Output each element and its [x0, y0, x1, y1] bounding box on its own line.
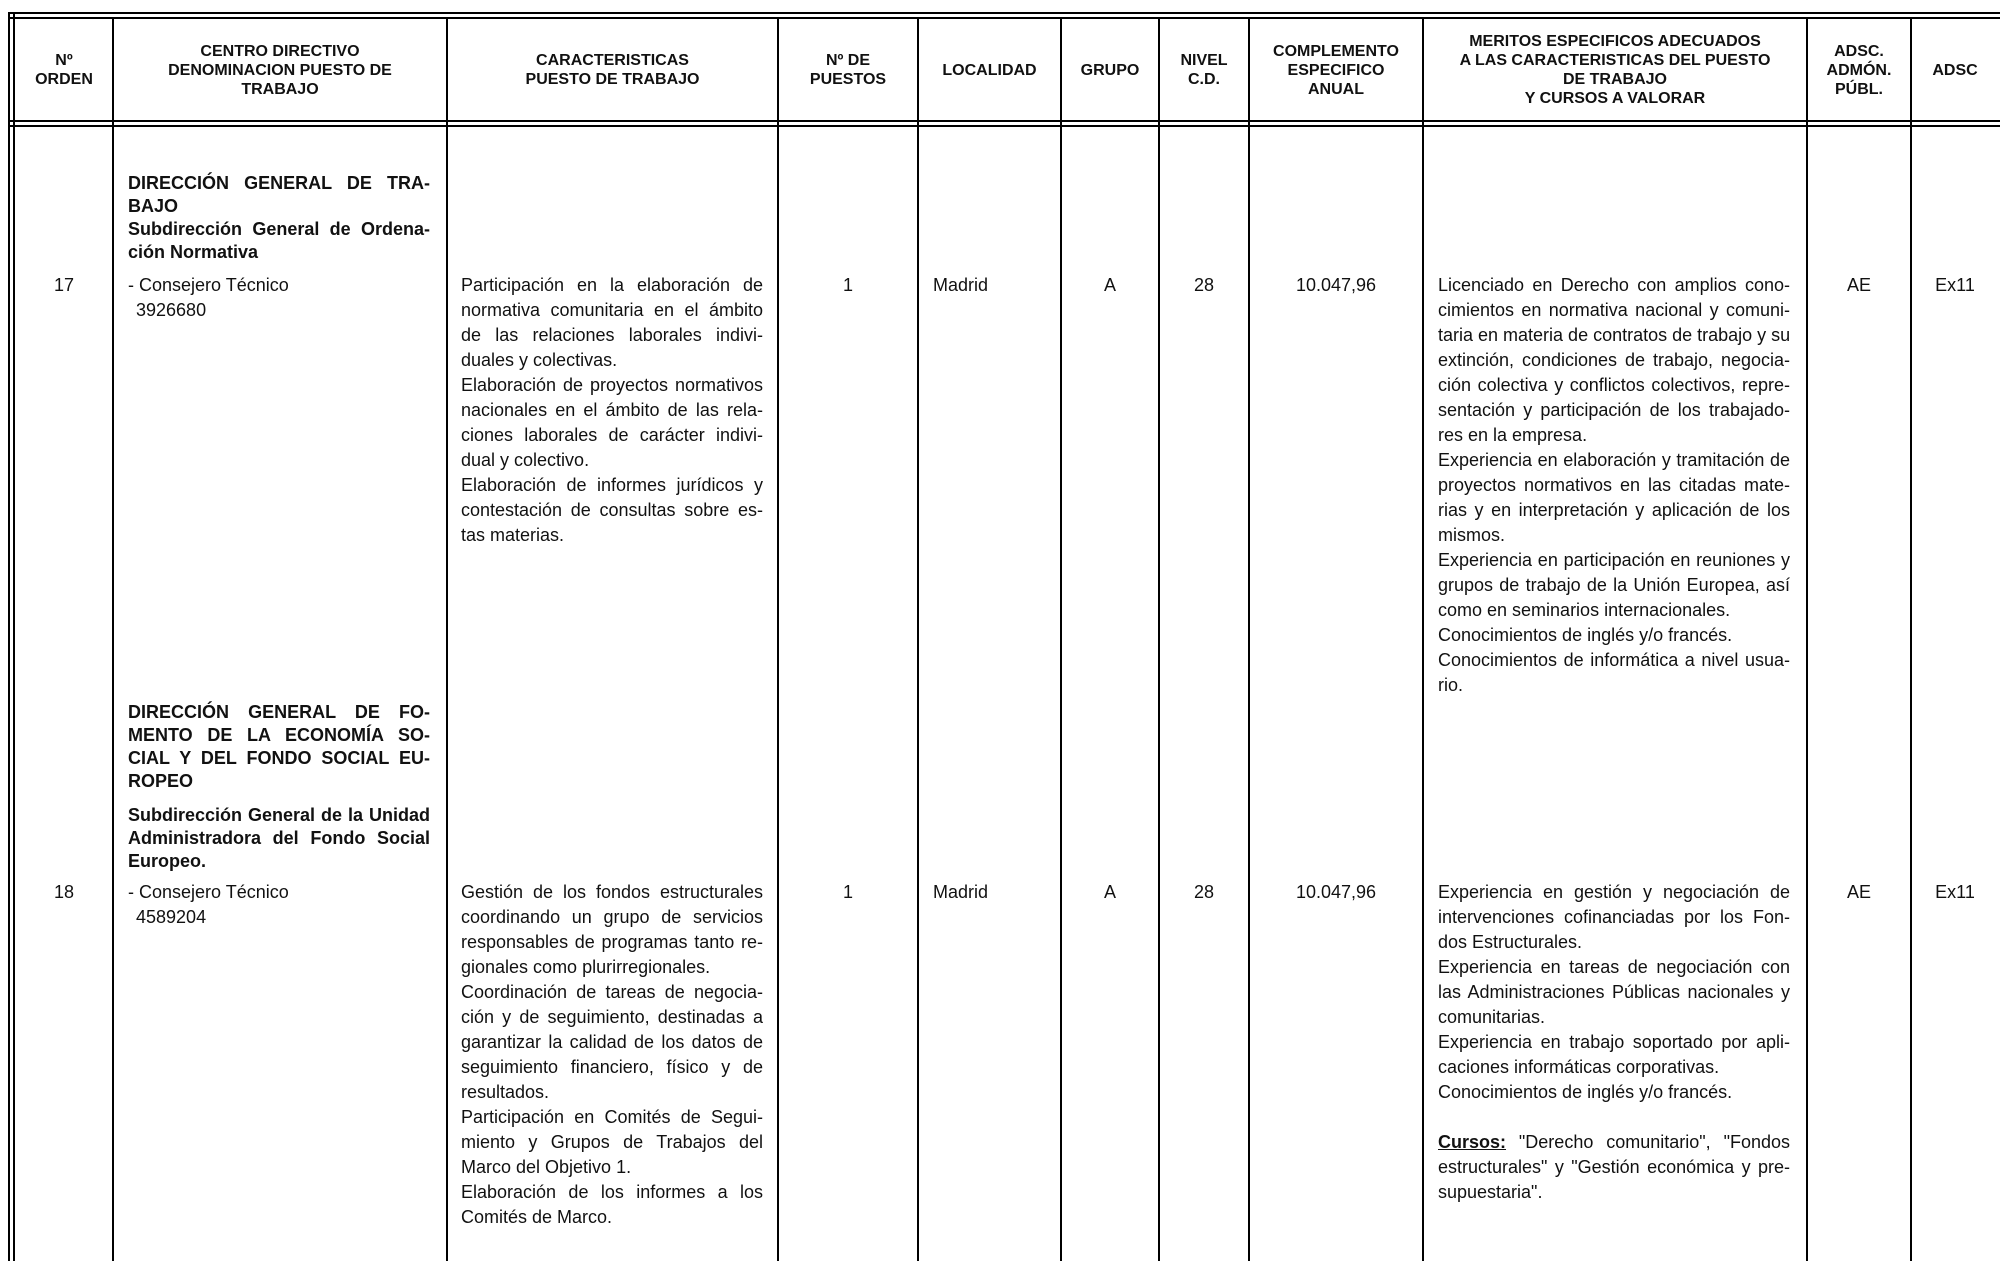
text-line: Elaboración de informes jurídicos y: [461, 475, 763, 495]
centro-line: DIRECCIÓN GENERAL DE TRA-: [128, 173, 430, 193]
meritos-text: [1438, 880, 1790, 1205]
puesto-codigo: 4589204: [136, 907, 207, 927]
text-line: seguimiento financiero, físico y de: [461, 1057, 763, 1077]
header-meritos: MERITOS ESPECIFICOS ADECUADOS A LAS CARACTERISTICAS DEL PUESTO DE TRABAJO Y CURSOS A VALORAR: [1459, 33, 1771, 107]
col-divider-grupo: [1158, 17, 1160, 1261]
text-line: Licenciado en Derecho con amplios cono-: [1438, 275, 1790, 295]
cursos-label: Cursos:: [1438, 1132, 1507, 1152]
text-line: ción colectiva y conflictos colectivos, repre-: [1438, 375, 1790, 395]
text-line: Participación en la elaboración de: [461, 275, 763, 295]
text-line: contestación de consultas sobre es-: [461, 500, 763, 520]
text-line: duales y colectivas.: [461, 350, 618, 370]
text-line: extinción, condiciones de trabajo, negocia-: [1438, 350, 1790, 370]
col-divider-localidad: [1060, 17, 1062, 1261]
header-rule-2: [8, 125, 2000, 127]
header-num-puestos: Nº DE PUESTOS: [809, 52, 887, 88]
subdir-line: Administradora del Fondo Social: [128, 828, 430, 848]
centro-line: MENTO DE LA ECONOMÍA SO-: [128, 725, 430, 745]
puesto-codigo: 3926680: [136, 300, 207, 320]
text-line: caciones informáticas corporativas.: [1438, 1057, 1720, 1077]
text-line: tas materias.: [461, 525, 565, 545]
nivel: 28: [1193, 275, 1215, 295]
centro-directivo: [128, 172, 430, 218]
header-localidad: LOCALIDAD: [942, 61, 1037, 79]
centro-line: CIAL Y DEL FONDO SOCIAL EU-: [128, 748, 430, 768]
text-line: garantizar la calidad de los datos de: [461, 1032, 763, 1052]
subdireccion: [128, 804, 430, 873]
text-line: grupos de trabajo de la Unión Europea, así: [1438, 575, 1790, 595]
text-line: Experiencia en elaboración y tramitación de: [1438, 450, 1790, 470]
header-complemento: COMPLEMENTO ESPECIFICO ANUAL: [1273, 42, 1399, 98]
col-divider-adsc-admon: [1910, 17, 1912, 1261]
text-line: Experiencia en gestión y negociación de: [1438, 882, 1790, 902]
grupo: A: [1103, 882, 1116, 902]
text-line: gionales como plurirregionales.: [461, 957, 711, 977]
text-line: Experiencia en trabajo soportado por apli-: [1438, 1032, 1790, 1052]
subdir-line: Subdirección General de Ordena-: [128, 219, 430, 239]
num-puestos: 1: [842, 275, 853, 295]
grupo: A: [1103, 275, 1116, 295]
header-adsc: ADSC: [1932, 61, 1978, 79]
text-line: Experiencia en tareas de negociación con: [1438, 957, 1790, 977]
nivel: 28: [1193, 882, 1215, 902]
text-line: Coordinación de tareas de negocia-: [461, 982, 763, 1002]
complemento-especifico: 10.047,96: [1295, 275, 1377, 295]
header-rule-1: [8, 120, 2000, 122]
text-line: cimientos en normativa nacional y comuni-: [1438, 300, 1790, 320]
row-orden: 18: [53, 882, 75, 902]
cursos-line: [1438, 1130, 1790, 1155]
text-line: sentación y participación de los trabajado-: [1438, 400, 1790, 420]
text-line: dual y colectivo.: [461, 450, 590, 470]
header-adsc-admon: ADSC. ADMÓN. PÚBL.: [1826, 42, 1892, 98]
text-line: nacionales en el ámbito de las rela-: [461, 400, 763, 420]
subdir-line: ción Normativa: [128, 242, 259, 262]
text-line: Conocimientos de inglés y/o francés.: [1438, 625, 1733, 645]
header-caracteristicas: CARACTERISTICAS PUESTO DE TRABAJO: [525, 52, 700, 88]
text-line: proyectos normativos en las citadas mate-: [1438, 475, 1790, 495]
col-divider-nivel: [1248, 17, 1250, 1261]
text-line: Elaboración de proyectos normativos: [461, 375, 763, 395]
col-divider-meritos: [1806, 17, 1808, 1261]
num-puestos: 1: [842, 882, 853, 902]
text-line: intervenciones cofinanciadas por los Fon-: [1438, 907, 1790, 927]
text-line: coordinando un grupo de servicios: [461, 907, 763, 927]
text-line: Comités de Marco.: [461, 1207, 613, 1227]
row-orden: 17: [53, 275, 75, 295]
caracteristicas-text: [461, 273, 763, 548]
text-line: las Administraciones Públicas nacionales y: [1438, 982, 1790, 1002]
text-line: normativa comunitaria en el ámbito: [461, 300, 763, 320]
text-line: Experiencia en participación en reuniones y: [1438, 550, 1790, 570]
subdireccion: [128, 218, 430, 264]
text-line: taria en materia de contratos de trabajo y su: [1438, 325, 1791, 345]
text-line: Elaboración de los informes a los: [461, 1182, 763, 1202]
text-line: miento y Grupos de Trabajos del: [461, 1132, 763, 1152]
complemento-especifico: 10.047,96: [1295, 882, 1377, 902]
text-line: estructurales" y "Gestión económica y pre-: [1438, 1157, 1790, 1177]
cursos-text: "Derecho comunitario", "Fondos: [1506, 1132, 1790, 1152]
header-centro-directivo: CENTRO DIRECTIVO DENOMINACION PUESTO DE TRABAJO: [168, 42, 392, 98]
text-line: Conocimientos de informática a nivel usua-: [1438, 650, 1790, 670]
col-divider-centro: [446, 17, 448, 1261]
left-border-1: [8, 12, 10, 1261]
header-nivel: NIVEL C.D.: [1180, 52, 1228, 88]
text-line: resultados.: [461, 1082, 550, 1102]
top-rule-2: [8, 17, 2000, 19]
subdir-line: Subdirección General de la Unidad: [128, 805, 430, 825]
caracteristicas-text: [461, 880, 763, 1230]
adsc-admon: AE: [1846, 275, 1871, 295]
text-line: comunitarias.: [1438, 1007, 1546, 1027]
centro-directivo: [128, 701, 430, 793]
centro-line: BAJO: [128, 196, 179, 216]
text-line: Conocimientos de inglés y/o francés.: [1438, 1082, 1733, 1102]
text-line: como en seminarios internacionales.: [1438, 600, 1731, 620]
text-line: de las relaciones laborales indivi-: [461, 325, 763, 345]
localidad: Madrid: [933, 882, 989, 902]
top-rule-1: [8, 12, 2000, 14]
header-orden: Nº ORDEN: [35, 52, 93, 88]
meritos-text: [1438, 273, 1790, 698]
blank-line: [1438, 1105, 1790, 1130]
adsc: Ex11: [1935, 275, 1975, 295]
adsc: Ex11: [1935, 882, 1975, 902]
left-border-2: [13, 12, 15, 1261]
col-divider-puestos: [917, 17, 919, 1261]
subdir-line: Europeo.: [128, 851, 207, 871]
col-divider-complemento: [1422, 17, 1424, 1261]
text-line: Gestión de los fondos estructurales: [461, 882, 763, 902]
text-line: Participación en Comités de Segui-: [461, 1107, 763, 1127]
text-line: mismos.: [1438, 525, 1505, 545]
text-line: res en la empresa.: [1438, 425, 1588, 445]
puesto-denominacion: - Consejero Técnico: [128, 882, 289, 902]
text-line: supuestaria".: [1438, 1182, 1543, 1202]
text-line: responsables de programas tanto re-: [461, 932, 763, 952]
adsc-admon: AE: [1846, 882, 1871, 902]
text-line: dos Estructurales.: [1438, 932, 1583, 952]
text-line: Marco del Objetivo 1.: [461, 1157, 632, 1177]
text-line: rias y en interpretación y aplicación de los: [1438, 500, 1790, 520]
text-line: ciones laborales de carácter indivi-: [461, 425, 763, 445]
puesto-denominacion: - Consejero Técnico: [128, 275, 289, 295]
localidad: Madrid: [933, 275, 989, 295]
header-grupo: GRUPO: [1080, 61, 1140, 79]
text-line: rio.: [1438, 675, 1464, 695]
col-divider-orden: [112, 17, 114, 1261]
centro-line: DIRECCIÓN GENERAL DE FO-: [128, 702, 430, 722]
col-divider-caracteristicas: [777, 17, 779, 1261]
text-line: ción y de seguimiento, destinadas a: [461, 1007, 763, 1027]
centro-line: ROPEO: [128, 771, 194, 791]
